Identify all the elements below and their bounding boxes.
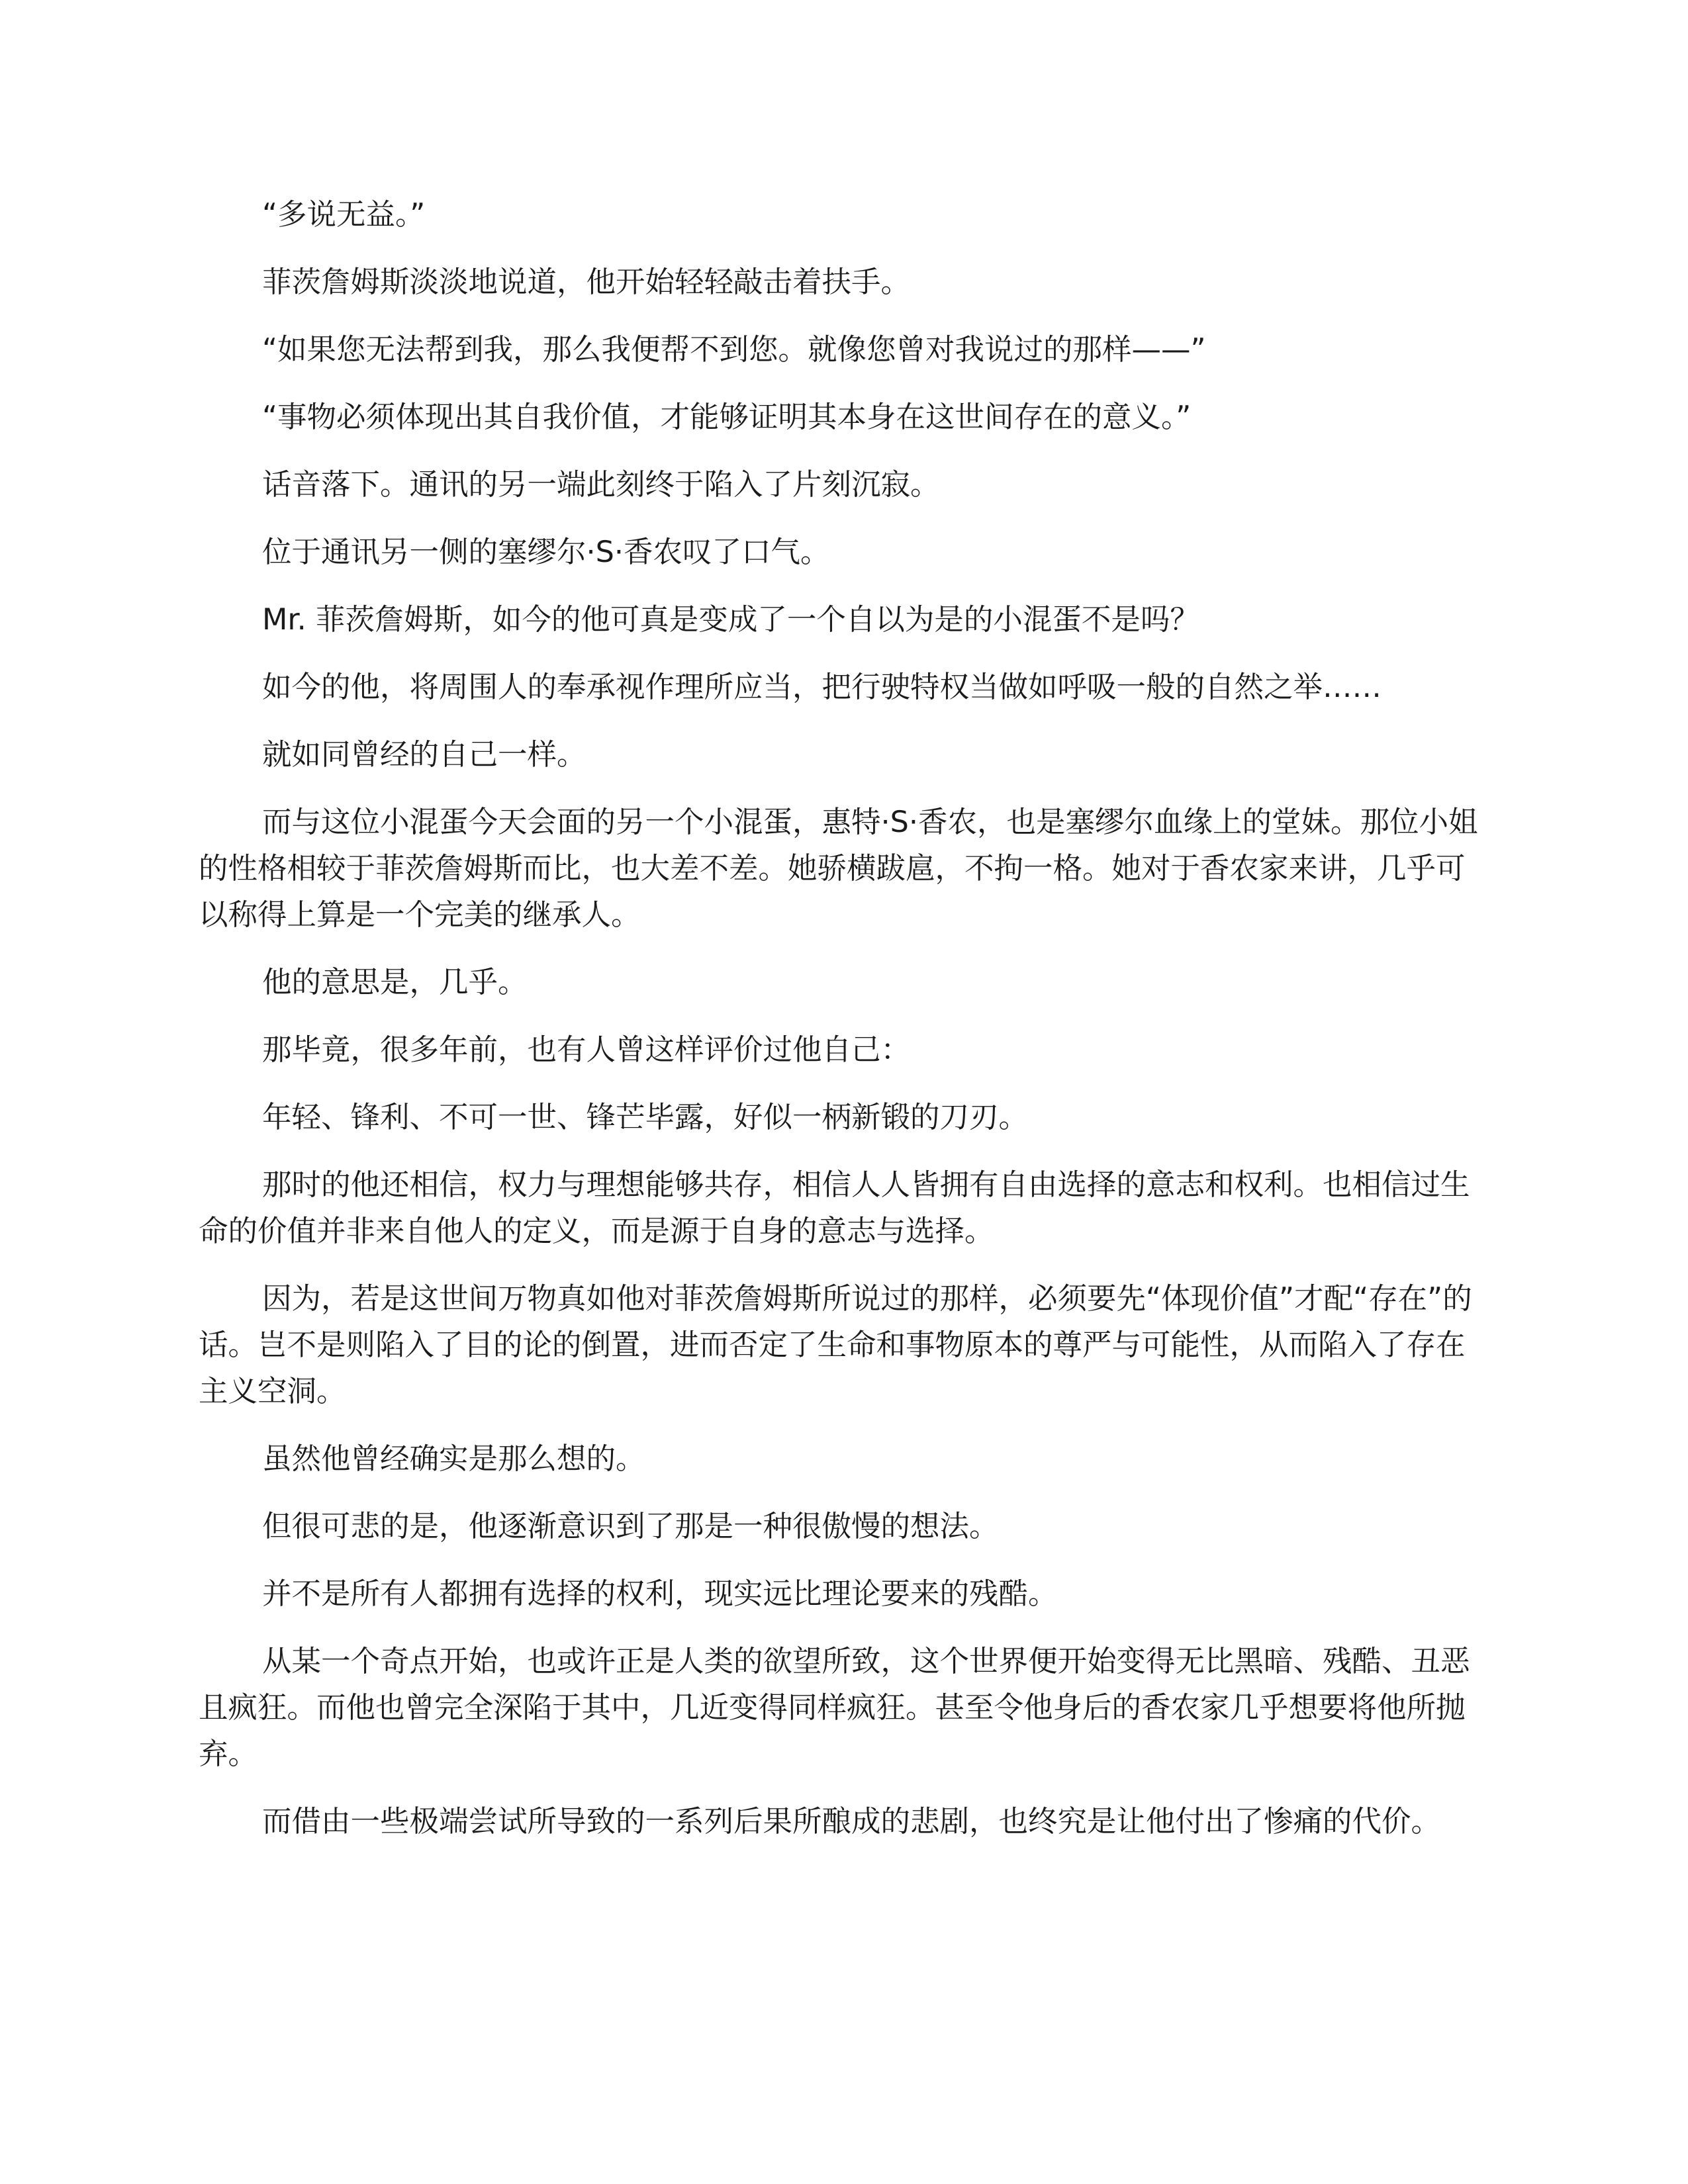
paragraph: 他的意思是，几乎。 xyxy=(262,966,528,999)
document-page xyxy=(199,192,1489,1866)
paragraph: 而借由一些极端尝试所导致的一系列后果所酿成的悲剧，也终究是让他付出了惨痛的代价。 xyxy=(262,1805,1441,1839)
paragraph: 那毕竟，很多年前，也有人曾这样评价过他自己： xyxy=(262,1033,911,1067)
paragraph: 菲茨詹姆斯淡淡地说道，他开始轻轻敲击着扶手。 xyxy=(262,265,911,299)
paragraph: “多说无益。” xyxy=(262,198,426,232)
paragraph: 话音落下。通讯的另一端此刻终于陷入了片刻沉寂。 xyxy=(262,468,940,502)
paragraph: 年轻、锋利、不可一世、锋芒毕露，好似一柄新锻的刀刃。 xyxy=(262,1101,1029,1134)
paragraph: “事物必须体现出其自我价值，才能够证明其本身在这世间存在的意义。” xyxy=(262,400,1192,434)
paragraph: Mr. 菲茨詹姆斯，如今的他可真是变成了一个自以为是的小混蛋不是吗？ xyxy=(262,603,1199,637)
paragraph: 从某一个奇点开始，也或许正是人类的欲望所致，这个世界便开始变得无比黑暗、残酷、丑恶且疯狂。而他也曾完全深陷于其中，几近变得同样疯狂。甚至令他身后的香农家几乎想要将他所抛弃。 xyxy=(199,1645,1470,1771)
paragraph: “如果您无法帮到我，那么我便帮不到您。就像您曾对我说过的那样——” xyxy=(262,333,1206,367)
paragraph: 位于通讯另一侧的塞缪尔·S·香农叹了口气。 xyxy=(262,535,830,569)
paragraph: 虽然他曾经确实是那么想的。 xyxy=(262,1442,645,1476)
paragraph: 那时的他还相信，权力与理想能够共存，相信人人皆拥有自由选择的意志和权利。也相信过生命的价值并非来自他人的定义，而是源于自身的意志与选择。 xyxy=(199,1168,1470,1248)
paragraph: 因为，若是这世间万物真如他对菲茨詹姆斯所说过的那样，必须要先“体现价值”才配“存在”的话。岂不是则陷入了目的论的倒置，进而否定了生命和事物原本的尊严与可能性，从而陷入了存在主义空洞。 xyxy=(199,1282,1472,1408)
paragraph: 并不是所有人都拥有选择的权利，现实远比理论要来的残酷。 xyxy=(262,1577,1058,1611)
paragraph: 就如同曾经的自己一样。 xyxy=(262,738,586,772)
paragraph: 但很可悲的是，他逐渐意识到了那是一种很傲慢的想法。 xyxy=(262,1510,999,1543)
paragraph: 而与这位小混蛋今天会面的另一个小混蛋，惠特·S·香农，也是塞缪尔血缘上的堂妹。那位小姐的性格相较于菲茨詹姆斯而比，也大差不差。她骄横跋扈，不拘一格。她对于香农家来讲，几乎可以称得上算是一个完美的继承人。 xyxy=(199,805,1478,932)
paragraph: 如今的他，将周围人的奉承视作理所应当，把行驶特权当做如呼吸一般的自然之举…… xyxy=(262,670,1382,704)
